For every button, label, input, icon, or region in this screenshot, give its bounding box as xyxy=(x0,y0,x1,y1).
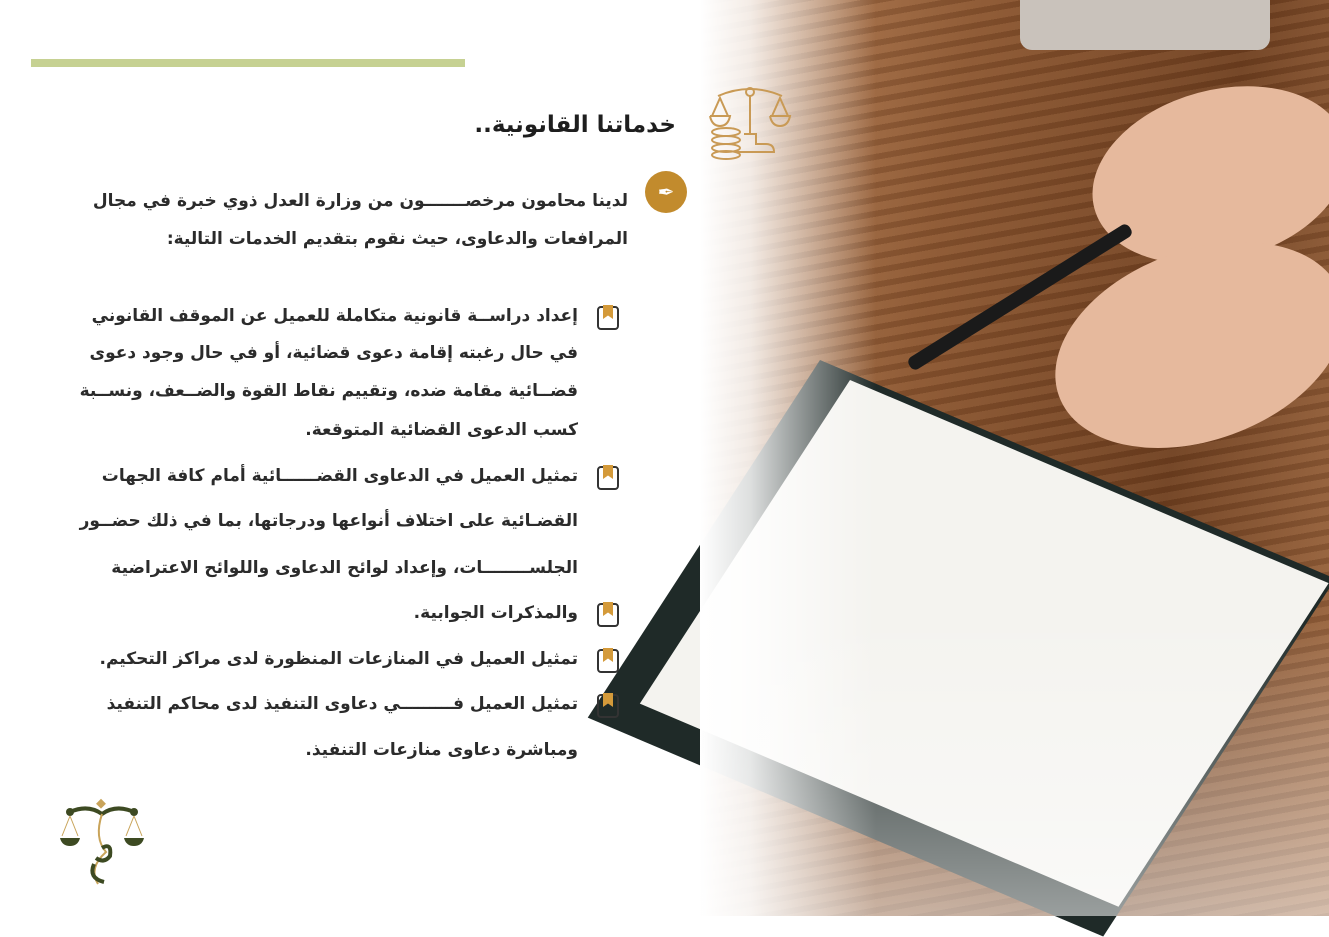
service-line: والمذكرات الجوابية. xyxy=(413,603,578,623)
bookmark-icon xyxy=(597,466,619,490)
accent-bar xyxy=(31,59,465,67)
service-line: في حال رغبته إقامة دعوى قضائية، أو في حال وجود دعوى xyxy=(89,343,578,363)
service-line: الجلســــــــات، وإعداد لوائح الدعاوى واللوائح الاعتراضية xyxy=(111,558,578,578)
page-title: خدماتنا القانونية.. xyxy=(474,112,676,138)
bookmark-icon xyxy=(597,694,619,718)
scales-coins-icon xyxy=(708,82,792,160)
bookmark-icon xyxy=(597,649,619,673)
bookmark-icon xyxy=(597,306,619,330)
intro-line: لدينا محامون مرخصـــــــون من وزارة العدل ذوي خبرة في مجال xyxy=(92,191,628,211)
scales-logo xyxy=(58,798,146,888)
service-line: القضـائية على اختلاف أنواعها ودرجاتها، بما في ذلك حضــور xyxy=(79,511,578,531)
service-line: إعداد دراســة قانونية متكاملة للعميل عن الموقف القانوني xyxy=(91,306,578,326)
service-line: ومباشرة دعاوى منازعات التنفيذ. xyxy=(305,740,578,760)
bookmark-icon xyxy=(597,603,619,627)
intro-line: المرافعات والدعاوى، حيث نقوم بتقديم الخدمات التالية: xyxy=(166,229,628,249)
service-line: تمثيل العميل في الدعاوى القضــــــائية أمام كافة الجهات xyxy=(101,466,578,486)
service-line: تمثيل العميل في المنازعات المنظورة لدى مراكز التحكيم. xyxy=(99,649,578,669)
pen-nib-icon: ✒ xyxy=(645,171,687,213)
service-line: تمثيل العميل فـــــــــي دعاوى التنفيذ لدى محاكم التنفيذ xyxy=(106,694,578,714)
service-line: كسب الدعوى القضائية المتوقعة. xyxy=(305,420,578,440)
service-line: قضــائية مقامة ضده، وتقييم نقاط القوة والضــعف، ونســبة xyxy=(79,381,578,401)
hero-photo-contract-signing xyxy=(700,0,1329,916)
